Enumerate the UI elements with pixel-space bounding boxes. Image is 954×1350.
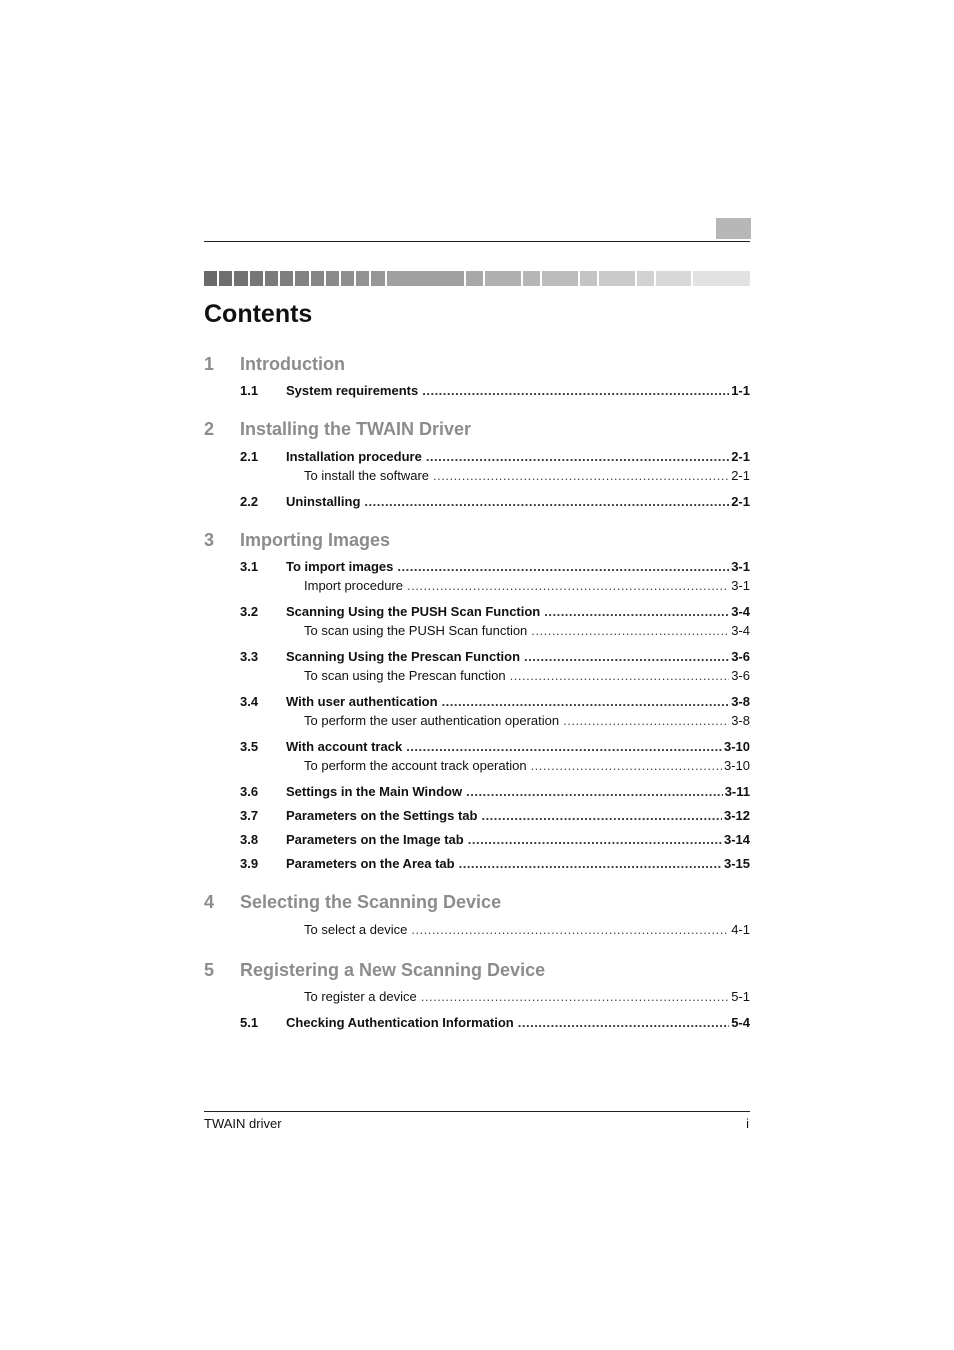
footer-page-number: i <box>746 1116 749 1131</box>
section-number: 3.9 <box>240 856 259 871</box>
entry-title: To install the software <box>304 468 430 483</box>
entry-line <box>286 831 750 849</box>
page-reference: 2-1 <box>731 494 750 509</box>
page-reference: 2-1 <box>731 468 750 483</box>
entry-line <box>286 558 750 576</box>
stripe-segment <box>280 271 293 286</box>
dot-leader <box>481 807 722 825</box>
dot-leader <box>531 622 729 640</box>
entry-line <box>304 622 750 640</box>
entry-title: To scan using the Prescan function <box>304 668 506 683</box>
dot-leader <box>433 467 729 485</box>
toc-section-entry[interactable] <box>204 603 750 621</box>
chapter-number: 2 <box>204 419 215 439</box>
entry-line <box>286 603 750 621</box>
entry-title: Scanning Using the PUSH Scan Function <box>286 604 541 619</box>
entry-title: Parameters on the Settings tab <box>286 808 478 823</box>
page-reference: 2-1 <box>731 449 750 464</box>
entry-title: With user authentication <box>286 694 438 709</box>
stripe-segment <box>693 271 750 286</box>
dot-leader <box>563 712 729 730</box>
chapter-heading <box>204 352 750 376</box>
page-reference: 3-15 <box>723 856 750 871</box>
entry-title: To import images <box>286 559 394 574</box>
entry-line <box>286 855 750 873</box>
section-number: 1.1 <box>240 383 259 398</box>
entry-line <box>286 1014 750 1032</box>
section-number: 3.1 <box>240 559 259 574</box>
entry-line <box>286 783 750 801</box>
dot-leader <box>421 988 729 1006</box>
stripe-segment <box>219 271 232 286</box>
dot-leader <box>466 783 723 801</box>
toc-subsection-entry[interactable] <box>204 757 750 775</box>
entry-line <box>304 467 750 485</box>
entry-line <box>304 988 750 1006</box>
dot-leader <box>411 921 729 939</box>
toc-section-entry[interactable] <box>204 738 750 756</box>
dot-leader <box>422 382 729 400</box>
dot-leader <box>459 855 722 873</box>
stripe-segment <box>311 271 324 286</box>
section-number: 5.1 <box>240 1015 259 1030</box>
entry-title: To select a device <box>304 922 408 937</box>
toc-section-entry[interactable] <box>204 831 750 849</box>
decorative-stripe <box>204 271 750 286</box>
entry-line <box>304 667 750 685</box>
toc-section-entry[interactable] <box>204 448 750 466</box>
chapter-heading <box>204 528 750 552</box>
entry-title: Settings in the Main Window <box>286 784 463 799</box>
toc-subsection-entry[interactable] <box>204 622 750 640</box>
section-number: 3.7 <box>240 808 259 823</box>
header-tab-marker <box>716 218 751 239</box>
section-number: 2.1 <box>240 449 259 464</box>
toc-subsection-entry[interactable] <box>204 467 750 485</box>
header-rule <box>204 241 750 242</box>
stripe-segment <box>250 271 263 286</box>
dot-leader <box>397 558 729 576</box>
dot-leader <box>442 693 730 711</box>
section-number: 3.8 <box>240 832 259 847</box>
page-reference: 3-4 <box>731 623 750 638</box>
entry-line <box>286 693 750 711</box>
entry-title: Import procedure <box>304 578 403 593</box>
toc-section-entry[interactable] <box>204 382 750 400</box>
chapter-number: 3 <box>204 530 215 550</box>
section-number: 3.6 <box>240 784 259 799</box>
chapter-title: Selecting the Scanning Device <box>240 892 502 912</box>
page-title: Contents <box>204 300 313 328</box>
entry-line <box>286 493 750 511</box>
toc-subsection-entry[interactable] <box>204 577 750 595</box>
page-reference: 3-11 <box>724 784 750 799</box>
stripe-segment <box>523 271 540 286</box>
entry-title: Installation procedure <box>286 449 422 464</box>
page-reference: 3-6 <box>731 668 750 683</box>
toc-section-entry[interactable] <box>204 648 750 666</box>
stripe-segment <box>326 271 339 286</box>
dot-leader <box>524 648 729 666</box>
chapter-heading <box>204 417 750 441</box>
entry-line <box>304 577 750 595</box>
toc-section-entry[interactable] <box>204 693 750 711</box>
chapter-number: 5 <box>204 960 215 980</box>
stripe-segment <box>542 271 578 286</box>
stripe-segment <box>656 271 692 286</box>
dot-leader <box>510 667 730 685</box>
page-reference: 1-1 <box>731 383 750 398</box>
toc-subsection-entry[interactable] <box>204 667 750 685</box>
toc-subsection-entry[interactable] <box>204 712 750 730</box>
entry-title: Scanning Using the Prescan Function <box>286 649 521 664</box>
page-reference: 5-1 <box>731 989 750 1004</box>
entry-line <box>286 807 750 825</box>
entry-title: To perform the user authentication operation <box>304 713 560 728</box>
entry-title: System requirements <box>286 383 419 398</box>
entry-line <box>304 712 750 730</box>
stripe-segment <box>204 271 217 286</box>
entry-title: Uninstalling <box>286 494 361 509</box>
dot-leader <box>407 577 729 595</box>
chapter-title: Introduction <box>240 354 345 374</box>
stripe-segment <box>234 271 247 286</box>
entry-title: With account track <box>286 739 403 754</box>
section-number: 3.5 <box>240 739 259 754</box>
page-reference: 3-10 <box>723 758 750 773</box>
toc-section-entry[interactable] <box>204 558 750 576</box>
entry-line <box>304 757 750 775</box>
entry-title: Parameters on the Image tab <box>286 832 464 847</box>
page-reference: 5-4 <box>731 1015 750 1030</box>
page-reference: 3-14 <box>723 832 750 847</box>
stripe-segment <box>356 271 369 286</box>
toc-section-entry[interactable] <box>204 493 750 511</box>
page-reference: 3-1 <box>731 578 750 593</box>
page-reference: 3-10 <box>723 739 750 754</box>
stripe-segment <box>295 271 308 286</box>
chapter-number: 4 <box>204 892 215 912</box>
entry-line <box>286 448 750 466</box>
page-reference: 3-1 <box>731 559 750 574</box>
dot-leader <box>364 493 729 511</box>
toc-section-entry[interactable] <box>204 1014 750 1032</box>
chapter-title: Installing the TWAIN Driver <box>240 419 472 439</box>
entry-line <box>286 738 750 756</box>
entry-title: To register a device <box>304 989 417 1004</box>
section-number: 3.2 <box>240 604 259 619</box>
dot-leader <box>406 738 722 756</box>
entry-line <box>286 648 750 666</box>
dot-leader <box>426 448 729 466</box>
stripe-segment <box>387 271 464 286</box>
stripe-segment <box>371 271 384 286</box>
entry-title: To scan using the PUSH Scan function <box>304 623 528 638</box>
entry-line <box>304 921 750 939</box>
page-reference: 4-1 <box>731 922 750 937</box>
page-reference: 3-8 <box>731 713 750 728</box>
toc-section-entry[interactable] <box>204 783 750 801</box>
dot-leader <box>531 757 722 775</box>
page-reference: 3-12 <box>723 808 750 823</box>
section-number: 2.2 <box>240 494 259 509</box>
chapter-number: 1 <box>204 354 215 374</box>
page-reference: 3-8 <box>731 694 750 709</box>
toc-section-entry[interactable] <box>204 807 750 825</box>
stripe-segment <box>485 271 521 286</box>
chapter-heading <box>204 958 750 982</box>
section-number: 3.3 <box>240 649 259 664</box>
dot-leader <box>544 603 729 621</box>
section-number: 3.4 <box>240 694 259 709</box>
stripe-segment <box>265 271 278 286</box>
chapter-title: Registering a New Scanning Device <box>240 960 546 980</box>
page-reference: 3-6 <box>731 649 750 664</box>
chapter-title: Importing Images <box>240 530 391 550</box>
page-reference: 3-4 <box>731 604 750 619</box>
dot-leader <box>518 1014 729 1032</box>
toc-subsection-entry[interactable] <box>204 921 750 939</box>
toc-section-entry[interactable] <box>204 855 750 873</box>
stripe-segment <box>580 271 597 286</box>
footer-rule <box>204 1111 750 1112</box>
stripe-segment <box>599 271 635 286</box>
entry-title: Parameters on the Area tab <box>286 856 455 871</box>
chapter-heading <box>204 890 750 914</box>
entry-title: Checking Authentication Information <box>286 1015 514 1030</box>
dot-leader <box>468 831 722 849</box>
stripe-segment <box>637 271 654 286</box>
entry-line <box>286 382 750 400</box>
stripe-segment <box>466 271 483 286</box>
toc-subsection-entry[interactable] <box>204 988 750 1006</box>
stripe-segment <box>341 271 354 286</box>
footer-document-name: TWAIN driver <box>204 1116 282 1131</box>
entry-title: To perform the account track operation <box>304 758 527 773</box>
